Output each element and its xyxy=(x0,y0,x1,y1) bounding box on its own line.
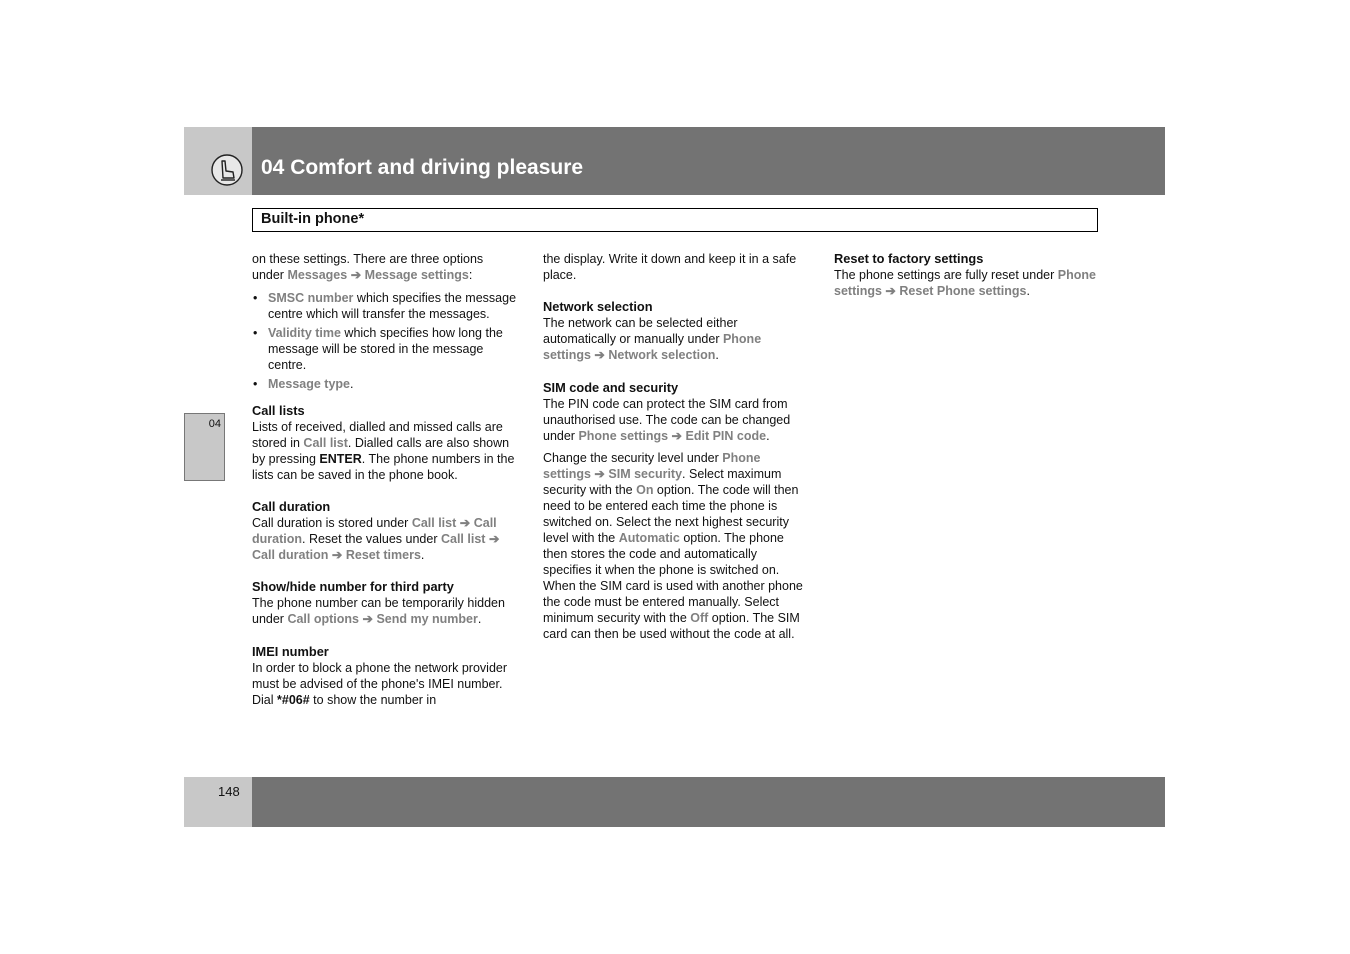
column-3 xyxy=(834,251,1100,299)
column-2 xyxy=(543,251,809,642)
reset-paragraph: The phone settings are fully reset under Phone settings ➔ Reset Phone settings. xyxy=(834,268,1096,298)
arrow-icon: ➔ xyxy=(594,348,605,362)
arrow-icon: ➔ xyxy=(350,268,362,282)
arrow-icon: ➔ xyxy=(488,532,500,546)
imei-paragraph: In order to block a phone the network provider must be advised of the phone's IMEI number. Dial *#06# to show the number in xyxy=(252,661,508,707)
list-item: • Message type. xyxy=(253,377,354,391)
continued-paragraph: the display. Write it down and keep it in a safe place. xyxy=(543,252,797,282)
show-hide-paragraph: The phone number can be temporarily hidden under Call options ➔ Send my number. xyxy=(252,596,505,626)
bullet-icon: • xyxy=(253,326,258,340)
page-number: 148 xyxy=(218,784,240,799)
call-lists-heading: Call lists xyxy=(252,403,305,418)
arrow-icon: ➔ xyxy=(459,516,471,530)
list-item: • Validity time which specifies how long the message will be stored in the message centre. xyxy=(253,326,503,372)
section-title-box xyxy=(252,208,1098,232)
intro-paragraph: on these settings. There are three options under Messages ➔ Message settings: xyxy=(252,252,484,282)
arrow-icon: ➔ xyxy=(594,467,605,481)
chapter-side-tab xyxy=(184,413,225,481)
sim-code-paragraph: The PIN code can protect the SIM card from unauthorised use. The code can be changed under Phone settings ➔ Edit PIN code. xyxy=(543,397,791,443)
reset-heading: Reset to factory settings xyxy=(834,251,984,266)
call-duration-heading: Call duration xyxy=(252,499,331,514)
footer-band xyxy=(252,777,1165,827)
list-item: • SMSC number which specifies the message centre which will transfer the messages. xyxy=(253,291,517,321)
call-duration-paragraph: Call duration is stored under Call list ➔ Call duration. Reset the values under Call list ➔ Call duration ➔ Reset timers. xyxy=(252,516,500,562)
side-tab-number: 04 xyxy=(208,418,221,430)
call-lists-paragraph: Lists of received, dialled and missed calls are stored in Call list. Dialled calls are also shown by pressing ENTER. The phone numbers in the lists can be saved in the phone book. xyxy=(252,420,515,482)
column-1 xyxy=(252,251,518,708)
arrow-icon: ➔ xyxy=(331,548,343,562)
settings-list xyxy=(252,290,518,392)
imei-heading: IMEI number xyxy=(252,644,329,659)
arrow-icon: ➔ xyxy=(362,612,373,626)
bullet-icon: • xyxy=(253,377,258,391)
section-title: Built-in phone* xyxy=(261,211,365,227)
chapter-title: 04 Comfort and driving pleasure xyxy=(261,156,584,179)
arrow-icon: ➔ xyxy=(671,429,683,443)
network-selection-paragraph: The network can be selected either automatically or manually under Phone settings ➔ Network selection. xyxy=(543,316,762,362)
sim-code-heading: SIM code and security xyxy=(543,380,679,395)
menu-path-item: Messages xyxy=(287,268,348,282)
show-hide-heading: Show/hide number for third party xyxy=(252,579,454,594)
seat-icon xyxy=(211,154,243,186)
security-level-paragraph: Change the security level under Phone settings ➔ SIM security. Select maximum security with the On option. The code will then need to be entered each time the phone is switched on. Select the next highest security level with the Automatic option. The phone then stores the code and automatically specifies it when the phone is switched on. When the SIM card is used with another phone the code must be entered manually. Select minimum security with the Off option. The SIM card can then be used without the code at all. xyxy=(543,451,803,641)
arrow-icon: ➔ xyxy=(885,284,896,298)
network-selection-heading: Network selection xyxy=(543,299,653,314)
bullet-icon: • xyxy=(253,291,258,305)
menu-path-item: Message settings xyxy=(364,268,469,282)
